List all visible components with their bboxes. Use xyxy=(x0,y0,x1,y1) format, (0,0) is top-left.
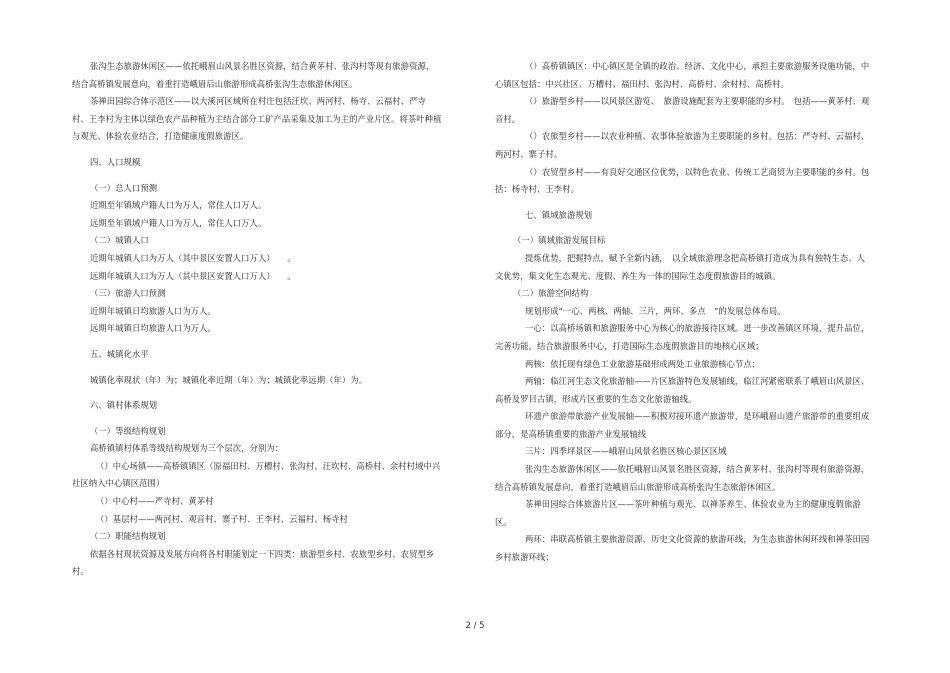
paragraph: （）中心村——严寺村、黄茅村 xyxy=(96,496,214,507)
right-column xyxy=(495,58,870,567)
paragraph: 茶禅田园综合体旅游片区——茶叶种植与观光、以禅茶养生、体验农业为主的健康度假旅游区。 xyxy=(495,499,861,527)
paragraph: （）农旅型乡村——以农业种植、农事体验旅游为主要职能的乡村。包括：严寺村、云福村、两河村、寨子村。 xyxy=(495,131,870,159)
paragraph: （）中心场镇——高桥镇镇区（原福田村、万槽村、张沟村、汪坎村、高桥村、余村村域中兴社区纳入中心镇区范围） xyxy=(72,460,441,489)
paragraph-spacer xyxy=(72,146,442,154)
paragraph: 一心：以高桥场镇和旅游服务中心为核心的旅游接待区域。进一步改善镇区环境，提升品位，完善功能，结合旅游服务中心，打造国际生态度假旅游目的地核心区域； xyxy=(495,323,870,351)
page-number: 2 / 5 xyxy=(465,621,485,631)
paragraph: 三片：四季坪景区——峨眉山风景名胜区核心景区区域 xyxy=(525,446,727,457)
paragraph-spacer xyxy=(72,364,442,372)
paragraph: （）高桥镇镇区：中心镇区是全镇的政治、经济、文化中心，承担主要旅游服务设施功能，中心镇区包括：中兴社区、万槽村、福田村、张沟村、高桥村、余村村、高桥村。 xyxy=(495,61,870,89)
paragraph-spacer xyxy=(72,415,442,423)
paragraph: 两核：依托现有绿色工业旅游基础形成两处工业旅游核心节点； xyxy=(525,358,761,369)
paragraph: 六、镇村体系规划 xyxy=(90,400,158,411)
paragraph: 近期至年镇域户籍人口为万人，常住人口万人。 xyxy=(90,200,267,211)
paragraph: 高桥镇镇村体系等级结构规划为三个层次，分别为： xyxy=(90,443,284,454)
paragraph: 规划形成“一心、两核、两轴、三片，两环、多点 ”的发展总体布局。 xyxy=(525,305,786,316)
paragraph: 张沟生态旅游休闲区——依托峨眉山风景名胜区资源，结合黄茅村、张沟村等现有旅游资源，结合高桥镇发展意向，着重打造峨眉后山旅游形成高桥张沟生态旅游休闲区。 xyxy=(72,61,435,89)
paragraph: 近期年城镇日均旅游人口为万人。 xyxy=(90,305,216,316)
paragraph: 远期年城镇日均旅游人口为万人。 xyxy=(90,323,216,334)
paragraph: 七、镇域旅游规划 xyxy=(525,209,593,220)
paragraph: 提炼优势，把握特点，赋予全新内涵， 以全域旅游理念把高桥镇打造成为具有独特生态、人文优势，集文化生态观光、度假、养生为一体的国际生态度假旅游目的城镇。 xyxy=(495,252,866,281)
paragraph-spacer xyxy=(495,199,870,207)
paragraph: 五、城镇化水平 xyxy=(90,348,149,359)
paragraph: 近期年城镇人口为万人（其中景区安置人口万人） 。 xyxy=(90,252,296,263)
paragraph: （一）等级结构规划 xyxy=(90,425,166,436)
paragraph: 环遗产旅游带旅游产业发展轴——积极对接环遗产旅游带，是环峨眉山遗产旅游带的重要组成部分，是高桥镇重要的旅游产业发展轴线 xyxy=(495,411,870,439)
paragraph: 远期年城镇人口为万人（其中景区安置人口万人） 。 xyxy=(90,270,296,281)
paragraph-spacer xyxy=(72,389,442,397)
paragraph: （二）职能结构规划 xyxy=(90,531,166,542)
paragraph: （）旅游型乡村——以风景区游览、 旅游设施配套为主要职能的乡村。 包括——黄茅村、观音村。 xyxy=(495,96,870,124)
paragraph: 茶禅田园综合体示范区——以大溪河区域所在村庄包括汪坎、两河村、杨寺、云福村、严寺村、王李村为主体以绿色农产品种植为主结合部分工矿产品采集及加工为主的产业片区。将茶叶种植与观光、体验农业结合，打造健康度假旅游区。 xyxy=(72,96,442,142)
paragraph: 依据各村现状资源及发展方向将各村职能划定一下四类：旅游型乡村、农旅型乡村、农贸型乡村。 xyxy=(72,548,435,577)
paragraph: 两轴：临江河生态文化旅游轴——片区旅游特色发展轴线，临江河紧密联系了峨眉山风景区、高桥及罗目古镇，形成片区重要的生态文化旅游轴线。 xyxy=(495,376,870,404)
paragraph: （）农贸型乡村——有良好交通区位优势，以特色农业、传统工艺商贸为主要职能的乡村。包括：杨寺村、王李村。 xyxy=(495,166,870,195)
paragraph-spacer xyxy=(72,172,442,180)
paragraph: 两环：串联高桥镇主要旅游资源、历史文化资源的旅游环线，为生态旅游休闲环线和禅茶田园乡村旅游环线； xyxy=(495,534,870,563)
paragraph: （二）旅游空间结构 xyxy=(513,288,589,299)
paragraph: （）基层村——两河村、观音村、寨子村、王李村、云福村、杨寺村 xyxy=(96,513,348,524)
paragraph-spacer xyxy=(495,224,870,232)
paragraph: 四、人口规模 xyxy=(90,156,141,167)
paragraph: 远期至年镇域户籍人口为万人，常住人口万人。 xyxy=(90,217,267,228)
paragraph: （一）镇域旅游发展目标 xyxy=(513,235,606,246)
paragraph-spacer xyxy=(72,338,442,346)
paragraph: （二）城镇人口 xyxy=(90,235,149,246)
paragraph: 张沟生态旅游休闲区——依托峨眉山风景名胜区资源，结合黄茅村、张沟村等现有旅游资源，结合高桥镇发展意向，着重打造峨眉后山旅游形成高桥张沟生态旅游休闲区。 xyxy=(495,464,870,492)
left-column xyxy=(72,58,442,581)
paragraph: （三）旅游人口预测 xyxy=(90,288,166,299)
paragraph: 城镇化率现状（年）为；城镇化率近期（年）为；城镇化率远期（年）为。 xyxy=(90,374,368,385)
paragraph: （一）总人口预测 xyxy=(90,182,158,193)
